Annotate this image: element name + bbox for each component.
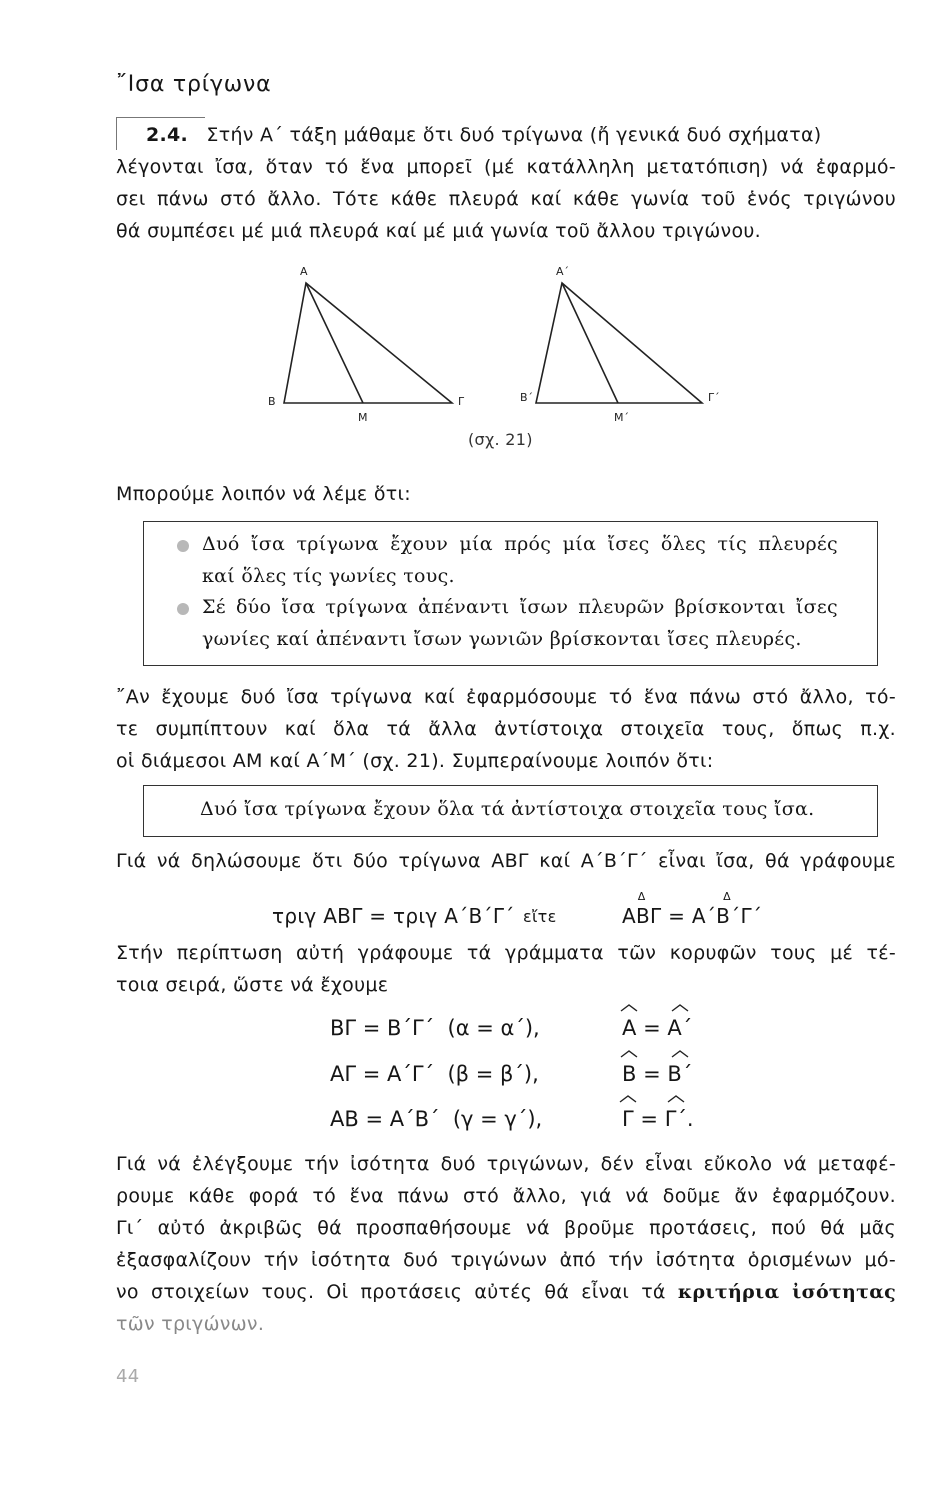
angle-hat-icon [620, 1050, 638, 1058]
paragraph-2-line-3: οἱ διάμεσοι AM καί A΄M΄ (σχ. 21). Συμπεραίνουμε λοιπόν ὅτι: [116, 750, 714, 772]
paragraph-1-line-3: σει πάνω στό ἄλλο. Τότε κάθε πλευρά καί κάθε γωνία τοῦ ἑνός τριγώνου [116, 188, 896, 210]
vertex-label-m-prime: M΄ [614, 411, 629, 424]
side-equality: ΑΒ = Α΄Β΄ [330, 1107, 440, 1131]
paragraph-4-line-5-text: νο στοιχείων τους. Οἱ προτάσεις αὐτές θά εἶναι τά [116, 1281, 666, 1303]
equality-row-3 [330, 1107, 542, 1131]
side-equality: ΒΓ = Β΄Γ΄ [330, 1016, 435, 1040]
angle-equality-row-3: Γ = Γ΄. [622, 1107, 694, 1131]
angle-equality-text: (β = β΄), [447, 1062, 539, 1086]
angle-hat-left: B [622, 1062, 636, 1086]
bullet-dot [177, 540, 189, 552]
conclusion-text: Δυό ἴσα τρίγωνα ἔχουν ὅλα τά ἀντίστοιχα στοιχεῖα τους ἴσα. [200, 798, 815, 820]
angle-hat-icon [671, 1004, 689, 1012]
paragraph-2-line-2: τε συμπίπτουν καί ὅλα τά ἄλλα ἀντίστοιχα στοιχεῖα τους, ὅπως π.χ. [116, 718, 896, 740]
angle-hat-icon [619, 1095, 637, 1103]
bullet-dot [177, 603, 189, 615]
equality-row-1 [330, 1016, 540, 1040]
vertex-label-m: M [358, 411, 368, 424]
paragraph-4-line-3: Γι΄ αὐτό ἀκριβῶς θά προσπαθήσουμε νά βροῦμε προτάσεις, πού θά μᾶς [116, 1217, 896, 1239]
triangle-symbol-group-2 [691, 890, 763, 928]
statement-1-line-1: Δυό ἴσα τρίγωνα ἔχουν μία πρός μία ἴσες ὅλες τίς πλευρές [202, 533, 838, 555]
angle-hat-left: Γ [622, 1107, 634, 1131]
paragraph-1-line-2: λέγονται ἴσα, ὅταν τό ἕνα μπορεῖ (μέ κατάλληλη μετατόπιση) νά ἐφαρμό- [116, 156, 896, 178]
page-number: 44 [116, 1366, 140, 1387]
angle-equality-text: (α = α΄), [447, 1016, 540, 1040]
formula-symbol-notation [622, 890, 763, 928]
angle-hat-right: B΄ [667, 1062, 692, 1086]
statement-2-line-1: Σέ δύο ἴσα τρίγωνα ἀπέναντι ἴσων πλευρῶν βρίσκονται ἴσες [202, 596, 838, 618]
formula-equals: = [668, 904, 686, 928]
vertex-label-b: B [268, 395, 276, 408]
side-equality: ΑΓ = Α΄Γ΄ [330, 1062, 435, 1086]
paragraph-3-line-3: τοια σειρά, ὥστε νά ἔχουμε [116, 974, 389, 996]
paragraph-3-line-2: Στήν περίπτωση αὐτή γράφουμε τά γράμματα τῶν κορυφῶν τους μέ τέ- [116, 942, 896, 964]
angle-equality-row-2: B = B΄ [622, 1062, 692, 1086]
vertex-label-a: A [300, 265, 308, 278]
triangle-a1b1g1 [536, 283, 702, 403]
section-title: ῎Ισα τρίγωνα [116, 72, 272, 97]
vertex-label-g-prime: Γ΄ [708, 391, 720, 404]
triangle-mark: Δ [637, 890, 646, 903]
statement-1-line-2: καί ὅλες τίς γωνίες τους. [202, 565, 455, 587]
vertex-label-b-prime: B΄ [520, 391, 534, 404]
paragraph-4-line-4: ἐξασφαλίζουν τήν ἰσότητα δυό τριγώνων ἀπό τήν ἰσότητα ὁρισμένων μό- [116, 1249, 896, 1271]
median-a1m1 [562, 283, 618, 403]
equality-row-2 [330, 1062, 539, 1086]
paragraph-3-line-1: Γιά νά δηλώσουμε ὅτι δύο τρίγωνα ΑΒΓ καί Α΄Β΄Γ΄ εἶναι ἴσα, θά γράφουμε [116, 850, 896, 872]
paragraph-4-line-2: ρουμε κάθε φορά τό ἕνα πάνω στό ἄλλο, γιά νά δοῦμε ἄν ἐφαρμόζουν. [116, 1185, 896, 1207]
paragraph-1-line-1 [116, 124, 822, 146]
angle-hat-icon [620, 1004, 638, 1012]
paragraph-4-line-6: τῶν τριγώνων. [116, 1313, 265, 1335]
angle-hat-icon [671, 1050, 689, 1058]
angle-equality-row-1: A = A΄ [622, 1016, 692, 1040]
lead-sentence-1: Μπορούμε λοιπόν νά λέμε ὅτι: [116, 483, 411, 505]
triangle-mark: Δ [723, 890, 731, 903]
formula-abg: ABΓ [622, 904, 662, 928]
vertex-label-g: Γ [458, 395, 465, 408]
angle-equality-text: (γ = γ΄), [452, 1107, 543, 1131]
paragraph-1-text: Στήν Α΄ τάξη μάθαμε ὅτι δυό τρίγωνα (ἤ γενικά δυό σχήματα) [206, 124, 822, 146]
formula-either-word: εἴτε [523, 907, 557, 926]
statement-2-line-2: γωνίες καί ἀπέναντι ἴσων γωνιῶν βρίσκονται ἴσες πλευρές. [202, 628, 802, 650]
criteria-term: κριτήρια ἰσότητας [677, 1281, 896, 1303]
paragraph-4-line-5 [116, 1281, 896, 1303]
figure-21 [250, 255, 750, 435]
section-number: 2.4. [146, 124, 189, 146]
paragraph-2-line-1: ῎Αν ἔχουμε δυό ἴσα τρίγωνα καί ἐφαρμόσουμε τό ἕνα πάνω στό ἄλλο, τό- [116, 686, 896, 708]
triangle-symbol-group-1 [622, 890, 662, 928]
paragraph-1-line-4: θά συμπέσει μέ μιά πλευρά καί μέ μιά γωνία τοῦ ἄλλου τριγώνου. [116, 220, 762, 242]
angle-hat-right: Γ΄ [665, 1107, 687, 1131]
angle-hat-right: A΄ [667, 1016, 692, 1040]
angle-hat-icon [667, 1095, 685, 1103]
triangle-abg [284, 283, 452, 403]
paragraph-4-line-1: Γιά νά ἐλέγξουμε τήν ἰσότητα δυό τριγώνων, δέν εἶναι εὔκολο νά μεταφέ- [116, 1153, 896, 1175]
formula-a1b1g1: A΄B΄Γ΄ [691, 904, 763, 928]
angle-hat-left: A [622, 1016, 636, 1040]
vertex-label-a-prime: A΄ [556, 265, 570, 278]
figure-caption: (σχ. 21) [468, 430, 533, 449]
formula-triangle-notation: τριγ ΑΒΓ = τριγ Α΄Β΄Γ΄ [272, 904, 515, 928]
median-am [306, 283, 363, 403]
